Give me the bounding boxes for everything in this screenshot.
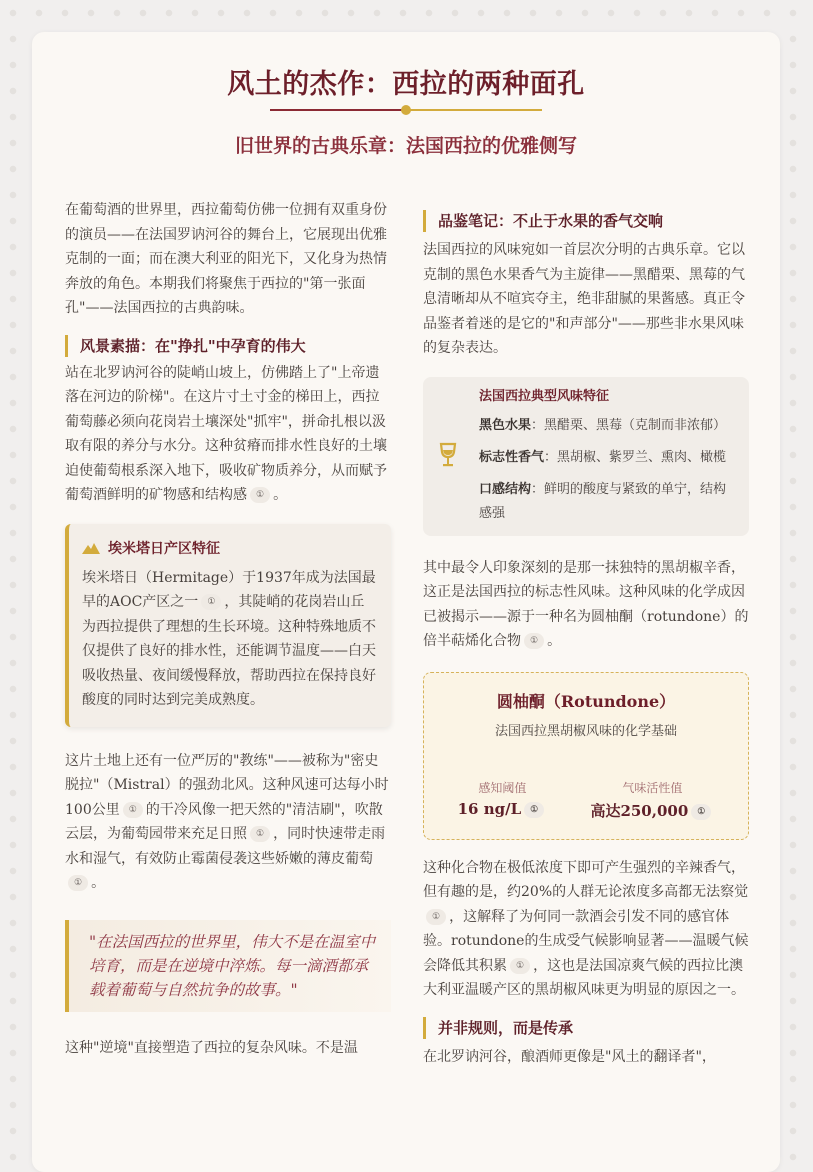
mistral-paragraph: 这片土地上还有一位严厉的"教练"——被称为"密史脱拉"（Mistral）的强劲北风。这种风速可达每小时100公里 ① 的干冷风像一把天然的"清洁刷"，吹散云层，为葡萄园带来充足日照 ① ，同时快速带走雨水和湿气，有效防止霉菌侵袭这些娇嫩的薄皮葡萄① 。 [65,752,389,891]
flavor-item: 口感结构：鲜明的酸度与紧致的单宁，结构感强 [479,481,727,521]
pepper-paragraph: 其中最令人印象深刻的是那一抹独特的黑胡椒辛香，这正是法国西拉的标志性风味。这种风味的化学成因已被揭示——源于一种名为圆柚酮（rotundone）的倍半萜烯化合物 ① 。 [423,559,749,649]
citation-marker[interactable]: ① [250,826,270,842]
section-heading-tradition: 并非规则，而是传承 [423,1017,749,1039]
citation-marker[interactable]: ① [123,802,143,818]
section-heading-landscape: 风景素描：在"挣扎"中孕育的伟大 [65,335,391,357]
citation-marker[interactable]: ① [524,802,544,818]
flavor-item: 黑色水果：黑醋栗、黑莓（克制而非浓郁） [479,417,727,433]
flavor-card-title: 法国西拉典型风味特征 [479,388,610,404]
pull-quote: "在法国西拉的世界里，伟大不是在温室中培育，而是在逆境中淬炼。每一滴酒都承载着葡萄与自然抗争的故事。" [65,920,391,1012]
tasting-paragraph: 法国西拉的风味宛如一首层次分明的古典乐章。它以克制的黑色水果香气为主旋律——黑醋栗、黑莓的气息清晰却从不喧宾夺主，绝非甜腻的果酱感。真正令品鉴者着迷的是它的"和声部分"——那些非水果风味的复杂表达。 [423,242,745,356]
page-subtitle: 旧世界的古典乐章：法国西拉的优雅侧写 [234,135,577,157]
stat-odor-activity: 气味活性值 高达250,000 ① [590,779,714,821]
hermitage-text: 埃米塔日（Hermitage）于1937年成为法国最早的AOC产区之一 ① ，其陡峭的花岗岩山丘为西拉提供了理想的生长环境。这种特殊地质不仅提供了良好的排水性，还能调节温度——白天吸收热量、夜间缓慢释放，帮助西拉在保持良好酸度的同时达到完美成熟度。 [82,569,376,708]
article-card [32,32,780,1172]
citation-marker[interactable]: ① [426,909,446,925]
citation-marker[interactable]: ① [524,633,544,649]
stat-threshold: 感知阈值 16 ng/L ① [458,779,548,821]
rotundone-title: 圆柚酮（Rotundone） [496,691,676,711]
flavor-profile-card [423,377,749,536]
citation-marker[interactable]: ① [510,958,530,974]
wine-glass-icon [439,442,457,468]
citation-marker[interactable]: ① [68,875,88,891]
intro-paragraph: 在葡萄酒的世界里，西拉葡萄仿佛一位拥有双重身份的演员——在法国罗讷河谷的舞台上，它展现出优雅克制的一面；而在澳大利亚的阳光下，又化身为热情奔放的角色。本期我们将聚焦于西拉的"第一张面孔"——法国西拉的古典韵味。 [65,202,387,316]
hermitage-heading: 埃米塔日产区特征 [108,540,220,557]
citation-marker[interactable]: ① [250,487,270,503]
flavor-item: 标志性香气：黑胡椒、紫罗兰、熏肉、橄榄 [479,449,727,465]
left-column [65,198,391,1060]
rotundone-card [423,672,749,840]
citation-marker[interactable]: ① [691,804,711,820]
rotundone-subtitle: 法国西拉黑胡椒风味的化学基础 [494,723,677,739]
hermitage-callout [65,524,391,727]
title-divider [270,104,542,116]
citation-marker[interactable]: ① [201,594,221,610]
tradition-paragraph: 在北罗讷河谷，酿酒师更像是"风土的翻译者"， [423,1048,716,1065]
right-column [423,210,749,1069]
section-heading-tasting: 品鉴笔记：不止于水果的香气交响 [423,210,749,232]
mountain-icon [82,542,100,554]
closing-paragraph: 这种"逆境"直接塑造了西拉的复杂风味。不是温 [65,1039,358,1056]
landscape-paragraph: 站在北罗讷河谷的陡峭山坡上，仿佛踏上了"上帝遗落在河边的阶梯"。在这片寸土寸金的梯田上，西拉葡萄藤必须向花岗岩土壤深处"抓牢"，拼命扎根以汲取有限的养分与水分。这种贫瘠而排水性良好的土壤迫使葡萄根系深入地下，吸收矿物质养分，从而赋予葡萄酒鲜明的矿物感和结构感 ① 。 [65,364,387,503]
page-title: 风土的杰作：西拉的两种面孔 [227,69,585,100]
chemistry-paragraph: 这种化合物在极低浓度下即可产生强烈的辛辣香气，但有趣的是，约20%的人群无论浓度多高都无法察觉① ，这解释了为何同一款酒会引发不同的感官体验。rotundone的生成受气候影响显著——温暖气候会降低其积累 ① ，这也是法国凉爽气候的西拉比澳大利亚温暖产区的黑胡椒风味更为明显的原因之一。 [423,859,749,998]
